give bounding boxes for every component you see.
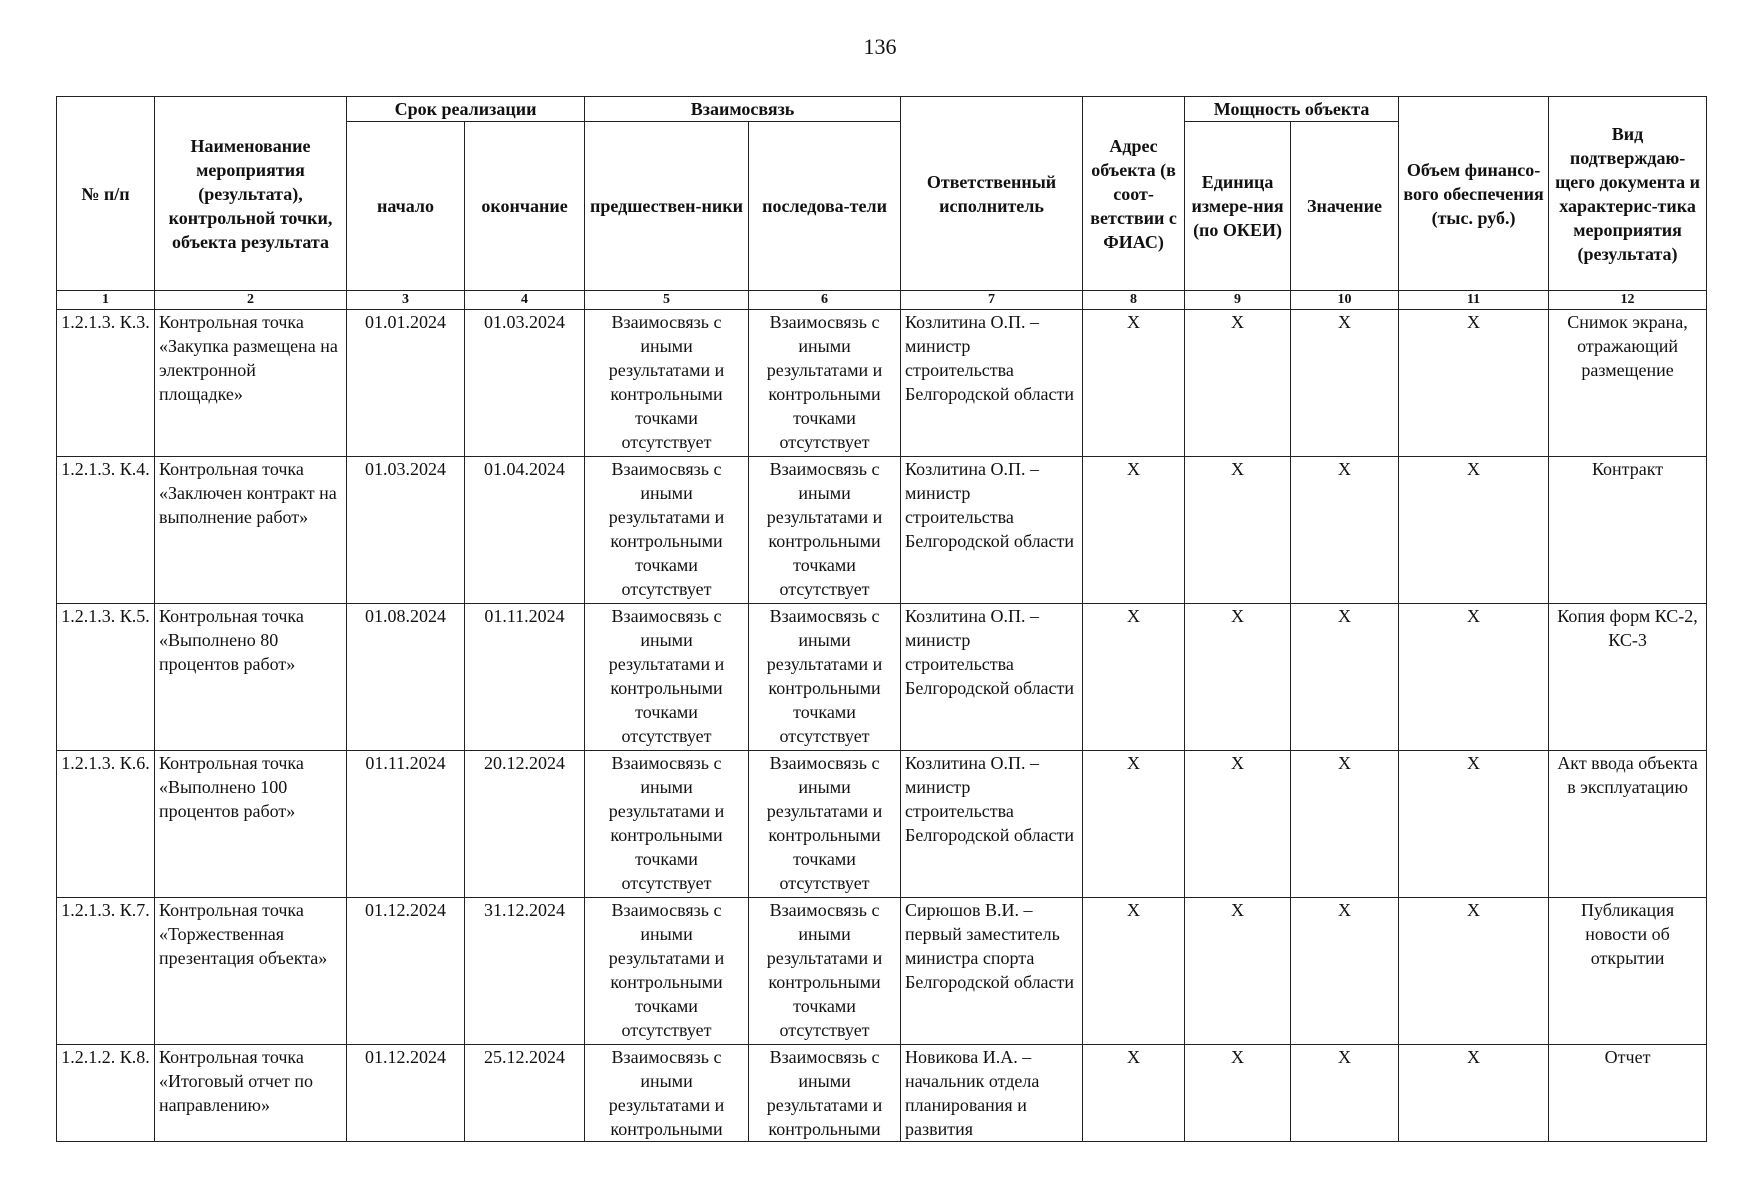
column-number: 12 xyxy=(1549,291,1707,310)
cell-address: Х xyxy=(1083,1045,1185,1142)
cell-address: Х xyxy=(1083,604,1185,751)
cell-unit: Х xyxy=(1185,457,1291,604)
cell-financing: Х xyxy=(1399,604,1549,751)
cell-successors: Взаимосвязь с иными результатами и контрольными точками отсутствует xyxy=(749,751,901,898)
column-number: 2 xyxy=(155,291,347,310)
cell-end: 25.12.2024 xyxy=(465,1045,585,1142)
cell-value: Х xyxy=(1291,1045,1399,1142)
header-predecessors: предшествен-ники xyxy=(585,122,749,291)
table-row xyxy=(57,898,1707,1045)
column-number: 5 xyxy=(585,291,749,310)
cell-unit: Х xyxy=(1185,751,1291,898)
cell-financing: Х xyxy=(1399,1045,1549,1142)
cell-name: Контрольная точка «Выполнено 100 процентов работ» xyxy=(155,751,347,898)
cell-responsible: Козлитина О.П. – министр строительства Белгородской области xyxy=(901,457,1083,604)
cell-unit: Х xyxy=(1185,1045,1291,1142)
cell-end: 01.03.2024 xyxy=(465,310,585,457)
cell-value: Х xyxy=(1291,751,1399,898)
header-address: Адрес объекта (в соот-ветствии с ФИАС) xyxy=(1083,97,1185,291)
cell-end: 31.12.2024 xyxy=(465,898,585,1045)
cell-responsible: Козлитина О.П. – министр строительства Белгородской области xyxy=(901,751,1083,898)
header-start: начало xyxy=(347,122,465,291)
column-number: 8 xyxy=(1083,291,1185,310)
cell-successors: Взаимосвязь с иными результатами и контрольными точками отсутствует xyxy=(749,898,901,1045)
cell-num: 1.2.1.3. К.7. xyxy=(57,898,155,1045)
column-number: 9 xyxy=(1185,291,1291,310)
cell-document: Акт ввода объекта в эксплуатацию xyxy=(1549,751,1707,898)
cell-responsible: Козлитина О.П. – министр строительства Белгородской области xyxy=(901,310,1083,457)
cell-address: Х xyxy=(1083,898,1185,1045)
header-vzaimosvyaz: Взаимосвязь xyxy=(585,97,901,122)
cell-end: 01.11.2024 xyxy=(465,604,585,751)
cell-start: 01.12.2024 xyxy=(347,898,465,1045)
cell-document: Контракт xyxy=(1549,457,1707,604)
cell-end: 20.12.2024 xyxy=(465,751,585,898)
column-number: 1 xyxy=(57,291,155,310)
table-row xyxy=(57,1045,1707,1142)
header-financing: Объем финансо-вого обеспечения (тыс. руб.) xyxy=(1399,97,1549,291)
cell-name: Контрольная точка «Итоговый отчет по направлению» xyxy=(155,1045,347,1142)
cell-successors: Взаимосвязь с иными результатами и контрольными точками отсутствует xyxy=(749,457,901,604)
cell-address: Х xyxy=(1083,751,1185,898)
header-unit: Единица измере-ния (по ОКЕИ) xyxy=(1185,122,1291,291)
cell-num: 1.2.1.3. К.3. xyxy=(57,310,155,457)
column-number: 6 xyxy=(749,291,901,310)
table-row xyxy=(57,604,1707,751)
page-number: 136 xyxy=(863,34,897,59)
cell-unit: Х xyxy=(1185,310,1291,457)
header-end: окончание xyxy=(465,122,585,291)
header-name: Наименование мероприятия (результата), контрольной точки, объекта результата xyxy=(155,97,347,291)
cell-responsible: Козлитина О.П. – министр строительства Белгородской области xyxy=(901,604,1083,751)
cell-successors: Взаимосвязь с иными результатами и контрольными xyxy=(749,1045,901,1142)
header-value: Значение xyxy=(1291,122,1399,291)
cell-financing: Х xyxy=(1399,751,1549,898)
cell-address: Х xyxy=(1083,310,1185,457)
header-num: № п/п xyxy=(57,97,155,291)
cell-financing: Х xyxy=(1399,898,1549,1045)
header-responsible: Ответственный исполнитель xyxy=(901,97,1083,291)
cell-predecessors: Взаимосвязь с иными результатами и контрольными xyxy=(585,1045,749,1142)
cell-unit: Х xyxy=(1185,898,1291,1045)
cell-num: 1.2.1.3. К.6. xyxy=(57,751,155,898)
cell-num: 1.2.1.2. К.8. xyxy=(57,1045,155,1142)
column-number: 3 xyxy=(347,291,465,310)
cell-predecessors: Взаимосвязь с иными результатами и контрольными точками отсутствует xyxy=(585,310,749,457)
cell-successors: Взаимосвязь с иными результатами и контрольными точками отсутствует xyxy=(749,604,901,751)
column-number: 4 xyxy=(465,291,585,310)
column-number: 7 xyxy=(901,291,1083,310)
cell-start: 01.12.2024 xyxy=(347,1045,465,1142)
cell-document: Снимок экрана, отражающий размещение xyxy=(1549,310,1707,457)
cell-successors: Взаимосвязь с иными результатами и контрольными точками отсутствует xyxy=(749,310,901,457)
cell-predecessors: Взаимосвязь с иными результатами и контрольными точками отсутствует xyxy=(585,604,749,751)
table-row xyxy=(57,457,1707,604)
cell-unit: Х xyxy=(1185,604,1291,751)
cell-start: 01.08.2024 xyxy=(347,604,465,751)
cell-end: 01.04.2024 xyxy=(465,457,585,604)
cell-name: Контрольная точка «Заключен контракт на выполнение работ» xyxy=(155,457,347,604)
cell-responsible: Новикова И.А. – начальник отдела планирования и развития xyxy=(901,1045,1083,1142)
cell-value: Х xyxy=(1291,898,1399,1045)
column-number: 11 xyxy=(1399,291,1549,310)
cell-financing: Х xyxy=(1399,310,1549,457)
cell-financing: Х xyxy=(1399,457,1549,604)
cell-num: 1.2.1.3. К.5. xyxy=(57,604,155,751)
table-row xyxy=(57,751,1707,898)
table-row xyxy=(57,310,1707,457)
header-document: Вид подтверждаю-щего документа и характерис-тика мероприятия (результата) xyxy=(1549,97,1707,291)
header-successors: последова-тели xyxy=(749,122,901,291)
header-capacity: Мощность объекта xyxy=(1185,97,1399,122)
column-number: 10 xyxy=(1291,291,1399,310)
cell-document: Публикация новости об открытии xyxy=(1549,898,1707,1045)
cell-name: Контрольная точка «Выполнено 80 процентов работ» xyxy=(155,604,347,751)
cell-start: 01.11.2024 xyxy=(347,751,465,898)
header-srok: Срок реализации xyxy=(347,97,585,122)
cell-name: Контрольная точка «Закупка размещена на электронной площадке» xyxy=(155,310,347,457)
cell-start: 01.01.2024 xyxy=(347,310,465,457)
cell-value: Х xyxy=(1291,604,1399,751)
cell-responsible: Сирюшов В.И. – первый заместитель министра спорта Белгородской области xyxy=(901,898,1083,1045)
cell-predecessors: Взаимосвязь с иными результатами и контрольными точками отсутствует xyxy=(585,457,749,604)
cell-start: 01.03.2024 xyxy=(347,457,465,604)
control-points-table xyxy=(56,96,1707,1142)
cell-document: Копия форм КС-2, КС-3 xyxy=(1549,604,1707,751)
cell-name: Контрольная точка «Торжественная презентация объекта» xyxy=(155,898,347,1045)
cell-address: Х xyxy=(1083,457,1185,604)
column-numbers-row xyxy=(57,291,1707,310)
cell-value: Х xyxy=(1291,457,1399,604)
cell-num: 1.2.1.3. К.4. xyxy=(57,457,155,604)
cell-predecessors: Взаимосвязь с иными результатами и контрольными точками отсутствует xyxy=(585,898,749,1045)
cell-document: Отчет xyxy=(1549,1045,1707,1142)
cell-value: Х xyxy=(1291,310,1399,457)
cell-predecessors: Взаимосвязь с иными результатами и контрольными точками отсутствует xyxy=(585,751,749,898)
